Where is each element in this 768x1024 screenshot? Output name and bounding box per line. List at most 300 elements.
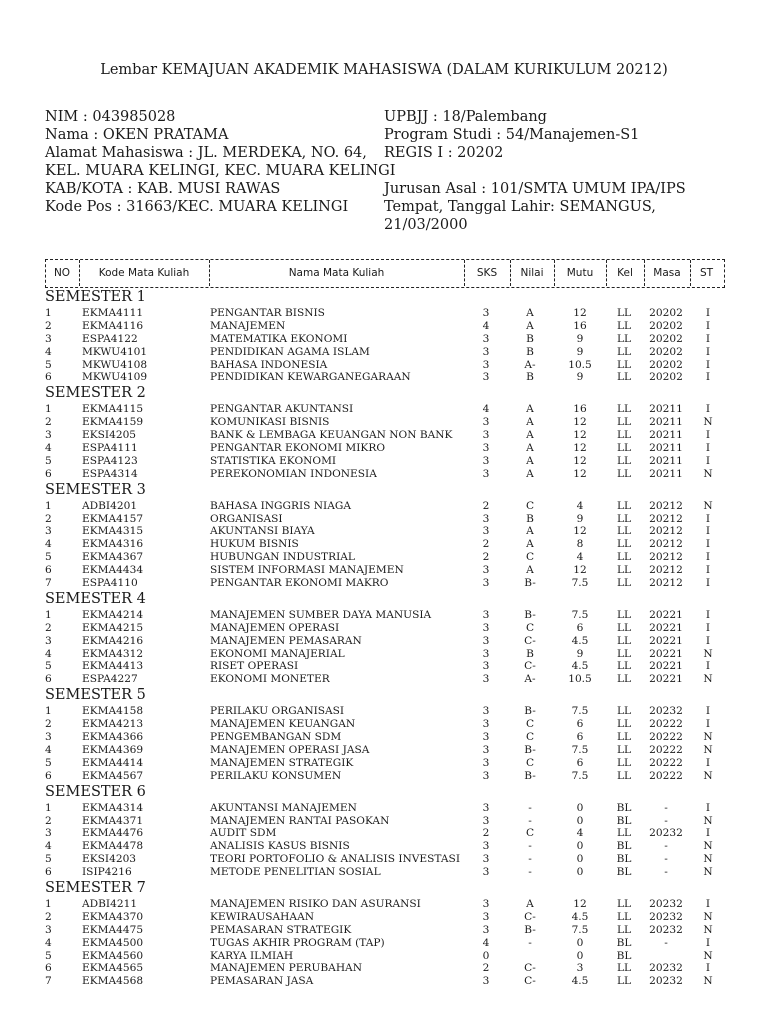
cell-masa: 20232 (649, 910, 683, 923)
cell-nilai: B (526, 332, 534, 345)
cell-masa: 20212 (649, 564, 683, 577)
cell-nama: MANAJEMEN RANTAI PASOKAN (210, 814, 390, 827)
cell-sks: 3 (482, 454, 490, 467)
cell-kel: LL (616, 358, 632, 371)
cell-kode: EKMA4370 (82, 910, 144, 923)
cell-nilai: C- (524, 975, 536, 988)
cell-kode: EKSI4203 (82, 853, 137, 866)
cell-nama: MANAJEMEN OPERASI JASA (210, 743, 370, 756)
cell-nilai: A (526, 307, 534, 319)
cell-no: 3 (45, 827, 52, 840)
cell-nama: EKONOMI MANAJERIAL (210, 647, 345, 660)
cell-sks: 3 (482, 705, 490, 718)
semester-title: SEMESTER 7 (45, 879, 146, 896)
cell-st: I (705, 756, 711, 769)
student-info-line (384, 162, 686, 180)
table-row (45, 442, 725, 455)
table-row (45, 500, 725, 513)
cell-sks: 3 (482, 801, 490, 814)
cell-kode: MKWU4109 (82, 371, 148, 384)
cell-sks: 3 (482, 975, 490, 988)
student-info-line: Alamat Mahasiswa : JL. MERDEKA, NO. 64, (45, 145, 367, 161)
cell-nama: PEMASARAN STRATEGIK (210, 923, 352, 936)
cell-mutu: 0 (576, 853, 584, 866)
table-row (45, 744, 725, 757)
cell-kel: LL (616, 897, 632, 910)
col-header-mutu: Mutu (566, 267, 594, 279)
cell-masa: 20221 (649, 621, 683, 634)
cell-kel: LL (616, 564, 632, 577)
cell-nilai: C (525, 731, 535, 744)
cell-kode: EKMA4116 (82, 319, 144, 332)
semester-title: SEMESTER 4 (45, 590, 146, 607)
table-row (45, 705, 725, 718)
cell-st: I (705, 319, 711, 332)
cell-kel: LL (616, 608, 632, 621)
cell-nama: PENDIDIKAN KEWARGANEGARAAN (210, 371, 411, 384)
cell-kode: EKMA4316 (82, 538, 144, 551)
cell-no: 5 (45, 949, 52, 962)
cell-masa: 20211 (649, 454, 683, 467)
cell-kode: EKSI4205 (82, 429, 137, 442)
cell-mutu: 9 (576, 647, 584, 660)
student-info-line: Kode Pos : 31663/KEC. MUARA KELINGI (45, 199, 349, 215)
cell-masa: 20222 (649, 743, 683, 756)
cell-no: 1 (45, 897, 52, 910)
cell-nilai: - (528, 936, 532, 949)
table-row (45, 975, 725, 988)
table-row (45, 815, 725, 828)
cell-nama: ORGANISASI (210, 512, 283, 525)
cell-nama: KARYA ILMIAH (210, 949, 294, 962)
cell-nama: METODE PENELITIAN SOSIAL (210, 866, 381, 879)
table-row (45, 577, 725, 590)
cell-st: I (705, 538, 711, 551)
cell-nama: BAHASA INGGRIS NIAGA (210, 499, 351, 512)
cell-nama: KOMUNIKASI BISNIS (210, 416, 330, 429)
cell-masa: 20212 (649, 499, 683, 512)
cell-nilai: A (526, 416, 534, 429)
table-row (45, 757, 725, 770)
cell-kel: LL (616, 332, 632, 345)
cell-kel: BL (616, 853, 632, 866)
cell-kel: LL (616, 962, 632, 975)
cell-kode: EKMA4560 (82, 949, 144, 962)
cell-st: I (705, 621, 711, 634)
cell-nilai: B (526, 371, 534, 384)
cell-sks: 3 (482, 416, 490, 429)
page-title: Lembar KEMAJUAN AKADEMIK MAHASISWA (DALAM KURIKULUM 20212) (100, 62, 668, 78)
cell-masa: 20202 (649, 307, 683, 319)
table-row (45, 648, 725, 661)
cell-kode: ESPA4111 (82, 442, 138, 455)
cell-kel: BL (616, 936, 632, 949)
table-row (45, 718, 725, 731)
cell-nilai: A (526, 897, 534, 910)
cell-mutu: 7.5 (571, 577, 589, 590)
student-info-line: 21/03/2000 (384, 217, 468, 233)
table-row (45, 307, 725, 320)
cell-st: I (705, 660, 711, 673)
cell-nama: BAHASA INDONESIA (210, 358, 328, 371)
student-info-line: Program Studi : 54/Manajemen-S1 (384, 127, 640, 143)
cell-no: 3 (45, 525, 52, 538)
cell-sks: 3 (482, 743, 490, 756)
cell-sks: 3 (482, 853, 490, 866)
cell-st: I (705, 801, 711, 814)
table-row (45, 429, 725, 442)
cell-no: 3 (45, 429, 52, 442)
cell-st: N (703, 647, 713, 660)
semester-title: SEMESTER 3 (45, 481, 146, 498)
cell-no: 1 (45, 403, 52, 416)
cell-kode: EKMA4568 (82, 975, 144, 988)
cell-st: N (703, 731, 713, 744)
cell-kode: EKMA4213 (82, 718, 144, 731)
cell-mutu: 12 (573, 416, 587, 429)
cell-kel: LL (616, 307, 632, 319)
table-row (45, 371, 725, 384)
cell-kode: EKMA4214 (82, 608, 144, 621)
cell-nama: PEMASARAN JASA (210, 975, 314, 988)
table-row (45, 359, 725, 372)
cell-masa: 20212 (649, 525, 683, 538)
cell-kel: LL (616, 551, 632, 564)
table-row (45, 416, 725, 429)
cell-kel: LL (616, 718, 632, 731)
cell-mutu: 0 (576, 814, 584, 827)
cell-nama: MANAJEMEN RISIKO DAN ASURANSI (210, 897, 421, 910)
cell-no: 3 (45, 923, 52, 936)
cell-masa: - (664, 866, 668, 879)
cell-mutu: 4 (576, 499, 584, 512)
table-row (45, 898, 725, 911)
cell-no: 3 (45, 731, 52, 744)
cell-kel: LL (616, 429, 632, 442)
cell-no: 4 (45, 647, 52, 660)
cell-mutu: 12 (573, 564, 587, 577)
cell-mutu: 12 (573, 429, 587, 442)
cell-kel: LL (616, 673, 632, 686)
semester-title: SEMESTER 5 (45, 687, 146, 704)
cell-nilai: C- (524, 634, 536, 647)
table-row (45, 731, 725, 744)
cell-mutu: 16 (573, 403, 587, 416)
cell-no: 6 (45, 564, 52, 577)
cell-kode: EKMA4314 (82, 801, 144, 814)
cell-no: 1 (45, 608, 52, 621)
cell-st: I (705, 512, 711, 525)
cell-sks: 3 (482, 814, 490, 827)
cell-mutu: 9 (576, 371, 584, 384)
cell-sks: 3 (482, 371, 490, 384)
cell-kode: EKMA4369 (82, 743, 144, 756)
cell-st: N (703, 866, 713, 879)
semester-title: SEMESTER 1 (45, 289, 146, 305)
cell-mutu: 7.5 (571, 769, 589, 782)
cell-kode: EKMA4476 (82, 827, 144, 840)
cell-kode: EKMA4215 (82, 621, 144, 634)
cell-nilai: - (528, 840, 532, 853)
cell-st: I (705, 429, 711, 442)
cell-kel: BL (616, 840, 632, 853)
cell-sks: 3 (482, 345, 490, 358)
table-row (45, 635, 725, 648)
cell-nama: ANALISIS KASUS BISNIS (210, 840, 350, 853)
cell-nama: MANAJEMEN STRATEGIK (210, 756, 354, 769)
table-row (45, 962, 725, 975)
cell-kel: BL (616, 949, 632, 962)
cell-masa: 20212 (649, 538, 683, 551)
cell-nilai: A- (524, 358, 536, 371)
cell-sks: 3 (482, 577, 490, 590)
student-info-line: UPBJJ : 18/Palembang (384, 109, 547, 125)
cell-st: I (705, 403, 711, 416)
cell-nilai: - (528, 853, 532, 866)
cell-kel: LL (616, 647, 632, 660)
cell-mutu: 9 (576, 345, 584, 358)
cell-kel: LL (616, 525, 632, 538)
cell-nama: AKUNTANSI MANAJEMEN (210, 801, 357, 814)
cell-st: I (705, 936, 711, 949)
cell-mutu: 0 (576, 840, 584, 853)
cell-nilai: B (526, 345, 534, 358)
cell-nama: MATEMATIKA EKONOMI (210, 332, 348, 345)
cell-masa: 20211 (649, 429, 683, 442)
cell-masa: 20232 (649, 705, 683, 718)
cell-no: 7 (45, 577, 52, 590)
cell-kode: ADBI4211 (82, 897, 138, 910)
cell-sks: 3 (482, 608, 490, 621)
cell-st: I (705, 442, 711, 455)
table-row (45, 609, 725, 622)
table-row (45, 513, 725, 526)
cell-sks: 3 (482, 769, 490, 782)
cell-nama: PENGEMBANGAN SDM (210, 731, 342, 744)
table-row (45, 673, 725, 686)
cell-kode: ESPA4110 (82, 577, 138, 590)
cell-st: I (705, 705, 711, 718)
col-header-nama: Nama Mata Kuliah (288, 267, 385, 279)
cell-kode: EKMA4478 (82, 840, 144, 853)
table-row (45, 525, 725, 538)
cell-st: N (703, 923, 713, 936)
cell-masa: 20221 (649, 660, 683, 673)
cell-nilai: - (528, 866, 532, 879)
table-row (45, 924, 725, 937)
cell-no: 6 (45, 371, 52, 384)
cell-nilai: C (525, 499, 535, 512)
cell-sks: 3 (482, 731, 490, 744)
cell-no: 1 (45, 801, 52, 814)
cell-kode: EKMA4158 (82, 705, 144, 718)
cell-masa: 20221 (649, 634, 683, 647)
col-header-sks: SKS (476, 267, 498, 279)
cell-nama: MANAJEMEN SUMBER DAYA MANUSIA (210, 608, 432, 621)
cell-nilai: A (526, 564, 534, 577)
student-info-line: NIM : 043985028 (45, 109, 176, 125)
cell-no: 5 (45, 454, 52, 467)
cell-sks: 2 (482, 538, 490, 551)
cell-kode: EKMA4414 (82, 756, 144, 769)
cell-masa: 20221 (649, 608, 683, 621)
cell-masa: 20222 (649, 731, 683, 744)
cell-kel: BL (616, 814, 632, 827)
table-row (45, 333, 725, 346)
table-row (45, 827, 725, 840)
cell-kode: EKMA4366 (82, 731, 144, 744)
cell-st: N (703, 673, 713, 686)
cell-st: I (705, 332, 711, 345)
cell-mutu: 0 (576, 801, 584, 814)
cell-st: N (703, 949, 713, 962)
cell-sks: 2 (482, 499, 490, 512)
cell-nilai: C- (524, 910, 536, 923)
cell-nilai: A- (524, 673, 536, 686)
table-row (45, 403, 725, 416)
cell-kode: EKMA4567 (82, 769, 144, 782)
cell-sks: 3 (482, 525, 490, 538)
cell-sks: 4 (482, 936, 490, 949)
cell-mutu: 0 (576, 949, 584, 962)
table-row (45, 468, 725, 481)
table-row (45, 346, 725, 359)
cell-nilai: C (525, 621, 535, 634)
cell-nama: MANAJEMEN OPERASI (210, 621, 340, 634)
cell-kode: EKMA4315 (82, 525, 144, 538)
cell-masa: 20202 (649, 371, 683, 384)
cell-kode: EKMA4371 (82, 814, 144, 827)
cell-nama: HUBUNGAN INDUSTRIAL (210, 551, 355, 564)
cell-mutu: 7.5 (571, 923, 589, 936)
cell-nama: EKONOMI MONETER (210, 673, 330, 686)
table-row (45, 770, 725, 783)
cell-st: N (703, 975, 713, 988)
cell-nilai: - (528, 814, 532, 827)
col-header-st: ST (699, 267, 714, 279)
cell-masa: 20232 (649, 962, 683, 975)
table-row (45, 853, 725, 866)
cell-nama: SISTEM INFORMASI MANAJEMEN (210, 564, 404, 577)
student-info-line: Jurusan Asal : 101/SMTA UMUM IPA/IPS (384, 181, 686, 197)
cell-mutu: 4.5 (571, 634, 589, 647)
cell-kel: BL (616, 866, 632, 879)
cell-kel: LL (616, 731, 632, 744)
cell-kel: LL (616, 512, 632, 525)
cell-st: N (703, 853, 713, 866)
cell-kode: EKMA4434 (82, 564, 144, 577)
cell-nama: PENGANTAR AKUNTANSI (210, 403, 354, 416)
cell-masa: 20211 (649, 416, 683, 429)
cell-st: N (703, 743, 713, 756)
cell-st: I (705, 962, 711, 975)
cell-nama: AKUNTANSI BIAYA (210, 525, 315, 538)
cell-no: 6 (45, 866, 52, 879)
cell-mutu: 3 (576, 962, 584, 975)
cell-sks: 3 (482, 332, 490, 345)
cell-nilai: A (526, 429, 534, 442)
cell-sks: 2 (482, 551, 490, 564)
cell-no: 4 (45, 538, 52, 551)
cell-nilai: C (525, 551, 535, 564)
cell-kode: ESPA4314 (82, 467, 138, 480)
col-header-kel: Kel (617, 267, 633, 279)
cell-nilai: C (525, 827, 535, 840)
cell-masa: - (664, 801, 668, 814)
student-info-left (45, 108, 395, 216)
cell-sks: 3 (482, 923, 490, 936)
cell-masa: - (664, 814, 668, 827)
cell-mutu: 0 (576, 936, 584, 949)
cell-kode: MKWU4101 (82, 345, 148, 358)
cell-sks: 3 (482, 358, 490, 371)
cell-st: N (703, 416, 713, 429)
cell-nilai: B- (524, 608, 536, 621)
cell-kel: LL (616, 442, 632, 455)
cell-sks: 3 (482, 673, 490, 686)
cell-nilai: C- (524, 962, 536, 975)
cell-sks: 4 (482, 319, 490, 332)
cell-mutu: 12 (573, 467, 587, 480)
cell-st: I (705, 897, 711, 910)
table-header (45, 259, 725, 288)
cell-no: 5 (45, 660, 52, 673)
cell-sks: 3 (482, 897, 490, 910)
transcript-table (45, 288, 725, 988)
cell-no: 1 (45, 499, 52, 512)
cell-st: I (705, 577, 711, 590)
cell-sks: 3 (482, 660, 490, 673)
cell-nilai: A (526, 454, 534, 467)
cell-masa: 20212 (649, 577, 683, 590)
cell-nama: STATISTIKA EKONOMI (210, 454, 337, 467)
cell-mutu: 4 (576, 827, 584, 840)
cell-mutu: 9 (576, 512, 584, 525)
student-info-line: Nama : OKEN PRATAMA (45, 127, 229, 143)
cell-no: 5 (45, 756, 52, 769)
cell-masa: 20222 (649, 769, 683, 782)
cell-nama: MANAJEMEN KEUANGAN (210, 718, 356, 731)
cell-mutu: 6 (576, 718, 584, 731)
cell-no: 1 (45, 307, 52, 319)
cell-no: 4 (45, 442, 52, 455)
cell-st: N (703, 840, 713, 853)
cell-mutu: 4 (576, 551, 584, 564)
cell-mutu: 16 (573, 319, 587, 332)
cell-nilai: A (526, 467, 534, 480)
cell-mutu: 12 (573, 442, 587, 455)
cell-kel: LL (616, 705, 632, 718)
cell-kode: EKMA4115 (82, 403, 144, 416)
cell-sks: 2 (482, 827, 490, 840)
table-row (45, 538, 725, 551)
cell-nilai: B- (524, 923, 536, 936)
cell-nilai: B (526, 512, 534, 525)
cell-nama: MANAJEMEN PERUBAHAN (210, 962, 362, 975)
cell-nama: KEWIRAUSAHAAN (210, 910, 314, 923)
table-row (45, 937, 725, 950)
col-header-no: NO (53, 267, 71, 279)
cell-nama: HUKUM BISNIS (210, 538, 299, 551)
cell-masa: 20211 (649, 467, 683, 480)
cell-st: I (705, 564, 711, 577)
cell-kode: EKMA4111 (82, 307, 144, 319)
cell-masa: 20202 (649, 345, 683, 358)
cell-nama: PENDIDIKAN AGAMA ISLAM (210, 345, 370, 358)
cell-masa: 20222 (649, 756, 683, 769)
cell-kode: EKMA4367 (82, 551, 144, 564)
cell-nilai: C (525, 718, 535, 731)
